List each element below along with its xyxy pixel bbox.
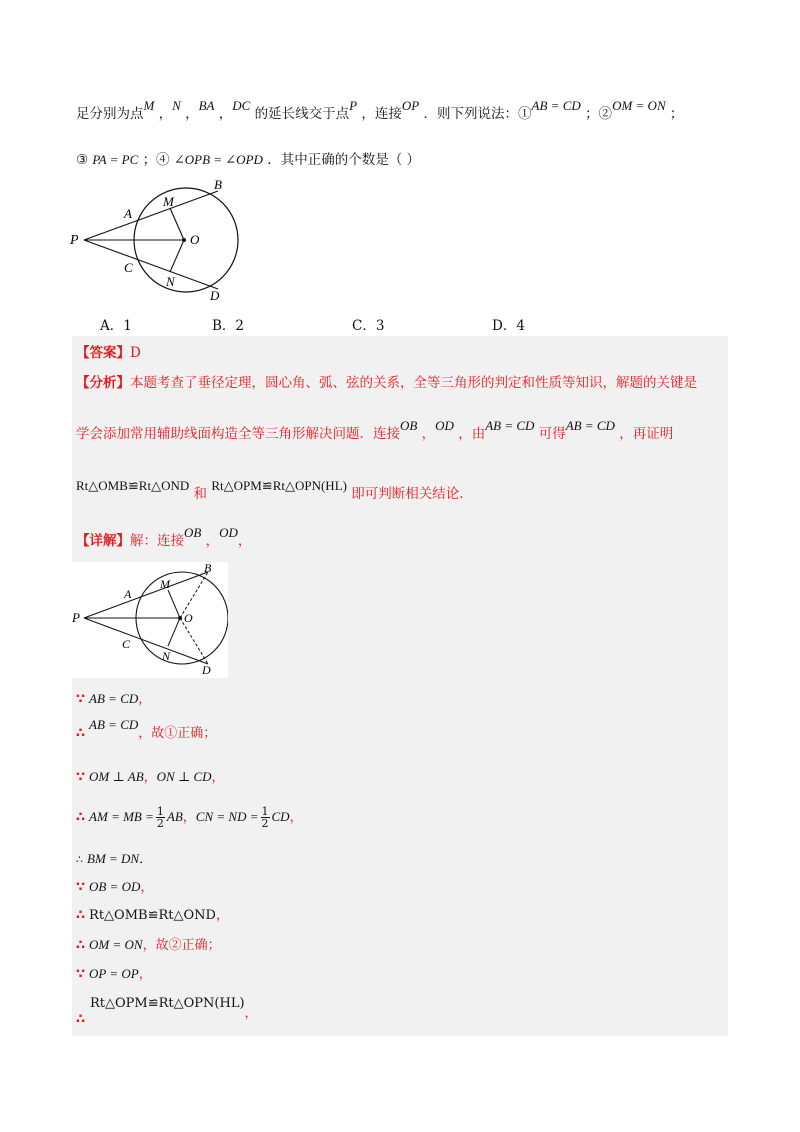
- congruence-row: [76, 996, 258, 1021]
- math: AM = MB =: [89, 809, 154, 824]
- text: ，: [218, 106, 233, 122]
- label-b: B: [214, 177, 222, 192]
- math: BM = DN: [87, 851, 140, 866]
- therefore-symbol: ∴: [76, 938, 86, 953]
- label-o: O: [190, 232, 200, 247]
- line-on: [170, 240, 184, 272]
- label-p: P: [70, 233, 79, 248]
- label-m: M: [163, 194, 174, 209]
- text: ③: [76, 152, 89, 168]
- math-statement-4: ∠OPB = ∠OPD: [173, 152, 263, 167]
- question-line-1: [76, 98, 684, 124]
- label-b: B: [204, 562, 212, 575]
- point-o: [178, 616, 182, 620]
- label-o: O: [184, 611, 193, 625]
- text: ，由: [458, 426, 486, 442]
- label-d: D: [210, 288, 220, 303]
- text: ，: [138, 692, 152, 707]
- text: ，连接: [361, 106, 402, 122]
- text: ，再证明: [619, 426, 674, 442]
- math-segment-op: OP: [401, 98, 420, 113]
- text: ．: [139, 852, 153, 867]
- math-statement-2: OM = ON: [612, 98, 666, 113]
- math: OM ⊥ AB: [89, 769, 144, 784]
- text: 的延长线交于点: [254, 106, 350, 122]
- step-1: [76, 690, 151, 709]
- geometry-figure-solution: [72, 562, 228, 678]
- because-symbol: ∵: [76, 770, 86, 785]
- text: ，: [211, 770, 225, 785]
- math: Rt△OPM≌Rt△OPN(HL): [90, 996, 245, 1011]
- therefore-symbol: ∴: [76, 726, 86, 741]
- analysis-line-3: [76, 478, 464, 504]
- text: ，: [205, 533, 220, 549]
- detail-tag: 【详解】: [76, 533, 130, 549]
- therefore-symbol: ∴: [76, 908, 86, 923]
- math: Rt△OMB≌Rt△OND: [89, 908, 216, 923]
- label-p: P: [72, 610, 80, 625]
- fraction-half: [261, 806, 270, 829]
- therefore-symbol: ∴: [76, 1012, 86, 1027]
- math-point-n: N: [172, 98, 181, 113]
- math: OP = OP: [89, 966, 139, 981]
- math-statement-1: AB = CD: [531, 98, 581, 113]
- label-n: N: [162, 649, 171, 663]
- text: ，: [182, 810, 196, 825]
- math-od: OD: [435, 418, 454, 433]
- math-arc-equality: AB = CD: [89, 717, 139, 732]
- label-c: C: [124, 260, 133, 275]
- denominator: 2: [261, 817, 269, 830]
- numerator: 1: [261, 805, 269, 818]
- choice-d[interactable]: D．4: [492, 318, 525, 334]
- denominator: 2: [156, 817, 164, 830]
- step-9: [76, 965, 152, 984]
- math: AB = CD: [89, 691, 139, 706]
- text: ，: [244, 1006, 258, 1021]
- text: ；②: [585, 106, 613, 122]
- math-od: OD: [219, 525, 238, 540]
- text: 和: [193, 486, 208, 502]
- math-point-m: M: [143, 98, 155, 113]
- analysis-line-2: [76, 418, 674, 444]
- step-6: [76, 878, 153, 897]
- label-m: M: [160, 577, 170, 591]
- math-condition: AB = CD: [485, 418, 535, 433]
- text: ，: [138, 967, 152, 982]
- text: ，: [421, 426, 436, 442]
- choice-a[interactable]: A．1: [100, 318, 132, 334]
- analysis-line-1: [76, 373, 697, 393]
- label-d: D: [202, 663, 211, 677]
- question-line-2: [76, 150, 420, 170]
- answer-value: D: [130, 345, 141, 361]
- point-o: [182, 238, 186, 242]
- line-om: [170, 208, 184, 240]
- numerator: 1: [156, 805, 164, 818]
- math-ob: OB: [400, 418, 418, 433]
- math: ON ⊥ CD: [156, 769, 212, 784]
- math-segment-ba: BA: [198, 98, 215, 113]
- because-symbol: ∵: [76, 692, 86, 707]
- geometry-figure-question: [66, 176, 252, 304]
- analysis-tag: 【分析】: [76, 375, 130, 391]
- math: CN = ND =: [195, 809, 259, 824]
- text: ；: [669, 106, 684, 122]
- math-arc-equality: AB = CD: [565, 418, 615, 433]
- because-symbol: ∵: [76, 967, 86, 982]
- label-a: A: [124, 206, 132, 221]
- math: OB = OD: [89, 879, 141, 894]
- math: OM = ON: [89, 937, 143, 952]
- answer-tag: 【答案】: [76, 345, 130, 361]
- therefore-symbol: ∴: [76, 853, 83, 866]
- math-statement-3: PA = PC: [92, 152, 139, 167]
- text: ．其中正确的个数是（ ）: [267, 152, 420, 168]
- label-c: C: [122, 637, 131, 651]
- step-4: [76, 806, 303, 829]
- line-pd: [84, 240, 218, 289]
- step-3: [76, 768, 225, 787]
- answer-line: [76, 343, 141, 363]
- choice-c[interactable]: C．3: [352, 318, 385, 334]
- math-segment-dc: DC: [232, 98, 251, 113]
- fraction-half: [156, 806, 165, 829]
- choice-b[interactable]: B．2: [212, 318, 245, 334]
- step-2: [76, 717, 217, 743]
- math: CD: [271, 809, 290, 824]
- because-symbol: ∵: [76, 880, 86, 895]
- text: ，故①正确；: [138, 726, 217, 741]
- math-ob: OB: [184, 525, 202, 540]
- text: ，故②正确；: [142, 938, 221, 953]
- text: 即可判断相关结论.: [351, 486, 464, 502]
- text: ，: [289, 810, 303, 825]
- step-10: [76, 996, 258, 1028]
- text: ；④: [142, 152, 170, 168]
- text: ，: [140, 880, 154, 895]
- label-n: N: [166, 274, 175, 289]
- detail-line: [76, 525, 252, 551]
- math-congruence-1: Rt△OMB≌Rt△OND: [76, 478, 190, 493]
- text: ，: [143, 770, 157, 785]
- text: ，: [215, 908, 229, 923]
- step-5: [76, 850, 152, 869]
- math-point-p: P: [349, 98, 358, 113]
- text: 解：连接: [130, 533, 184, 549]
- figure-background: [72, 562, 228, 678]
- text: 学会添加常用辅助线面构造全等三角形解决问题．连接: [76, 426, 400, 442]
- math-congruence-2: Rt△OPM≌Rt△OPN(HL): [211, 478, 347, 493]
- step-8: [76, 936, 221, 955]
- step-7: [76, 907, 229, 925]
- text: 本题考查了垂径定理，圆心角、弧、弦的关系，全等三角形的判定和性质等知识，解题的关键是: [130, 375, 697, 391]
- math: AB: [166, 809, 183, 824]
- text: 足分别为点: [76, 106, 144, 122]
- text: ，: [237, 533, 252, 549]
- text: ，: [158, 106, 173, 122]
- label-a: A: [124, 587, 132, 601]
- text: ，: [185, 106, 199, 122]
- text: 可得: [538, 426, 566, 442]
- therefore-symbol: ∴: [76, 810, 86, 825]
- text: ．则下列说法：①: [423, 106, 532, 122]
